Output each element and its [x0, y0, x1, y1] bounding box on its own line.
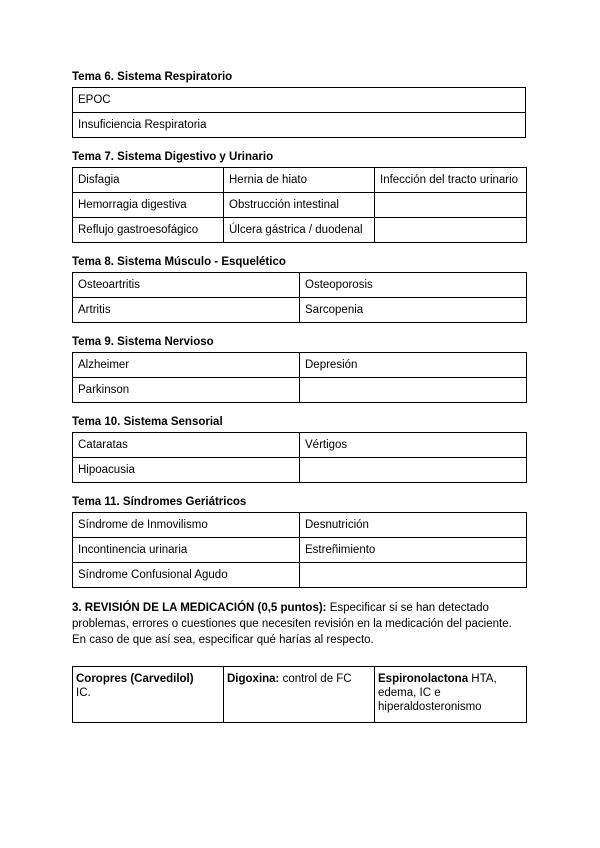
table-cell [375, 193, 527, 218]
table-cell: Hernia de hiato [224, 168, 375, 193]
table-tema7 [72, 167, 527, 243]
table-cell: EPOC [73, 88, 526, 113]
table-cell: Disfagia [73, 168, 224, 193]
table-row [73, 538, 527, 563]
document-page [72, 70, 528, 735]
med-note: control de FC [279, 673, 352, 685]
table-cell: Parkinson [73, 378, 300, 403]
table-tema11 [72, 512, 527, 588]
table-cell: Incontinencia urinaria [73, 538, 300, 563]
section-title-tema9: Tema 9. Sistema Nervioso [72, 336, 214, 348]
section-title-tema8: Tema 8. Sistema Músculo - Esquelético [72, 256, 286, 268]
table-cell: Artritis [73, 298, 300, 323]
table-cell: Obstrucción intestinal [224, 193, 375, 218]
table-cell: Alzheimer [73, 353, 300, 378]
table-tema9 [72, 352, 527, 403]
med-note: IC. [76, 687, 91, 699]
table-cell: Desnutrición [300, 513, 527, 538]
table-cell: Cataratas [73, 433, 300, 458]
table-cell: Hemorragia digestiva [73, 193, 224, 218]
table-cell: Vértigos [300, 433, 527, 458]
med-name: Digoxina: [227, 673, 280, 685]
section-title-tema7: Tema 7. Sistema Digestivo y Urinario [72, 151, 274, 163]
table-cell [300, 458, 527, 483]
revision-heading: 3. REVISIÓN DE LA MEDICACIÓN (0,5 puntos): [72, 602, 327, 614]
section-title-tema11: Tema 11. Síndromes Geriátricos [72, 496, 247, 508]
table-row [73, 458, 527, 483]
table-cell: Sarcopenia [300, 298, 527, 323]
table-row [73, 513, 527, 538]
revision-paragraph [72, 600, 528, 648]
table-cell: Infección del tracto urinario [375, 168, 527, 193]
table-tema8 [72, 272, 527, 323]
table-cell [375, 667, 527, 723]
table-row [73, 273, 527, 298]
table-cell: Úlcera gástrica / duodenal [224, 218, 375, 243]
table-row [73, 378, 527, 403]
table-medicacion [72, 666, 527, 723]
table-cell [224, 667, 375, 723]
table-row [73, 298, 527, 323]
table-tema6 [72, 87, 526, 138]
table-row [73, 433, 527, 458]
table-cell: Reflujo gastroesofágico [73, 218, 224, 243]
med-note: HTA, edema, IC e hiperaldosteronismo [378, 673, 497, 713]
table-cell [300, 563, 527, 588]
table-cell: Insuficiencia Respiratoria [73, 113, 526, 138]
table-cell: Osteoartritis [73, 273, 300, 298]
table-row [73, 353, 527, 378]
table-cell: Osteoporosis [300, 273, 527, 298]
revision-text: Especificar si se han detectado problemas, errores o cuestiones que necesiten revisión en la medicación del paciente. En caso de que así sea, especificar qué harías al respecto. [72, 602, 512, 646]
table-row [73, 113, 526, 138]
table-cell [300, 378, 527, 403]
table-row [73, 218, 527, 243]
table-tema10 [72, 432, 527, 483]
table-row [73, 193, 527, 218]
med-name: Espironolactona [378, 673, 469, 685]
table-cell: Síndrome Confusional Agudo [73, 563, 300, 588]
table-row [73, 168, 527, 193]
table-cell [73, 667, 224, 723]
table-cell: Síndrome de Inmovilismo [73, 513, 300, 538]
table-row [73, 88, 526, 113]
section-title-tema6: Tema 6. Sistema Respiratorio [72, 71, 233, 83]
table-row [73, 563, 527, 588]
med-name: Coropres (Carvedilol) [76, 673, 194, 685]
table-cell: Depresión [300, 353, 527, 378]
section-title-tema10: Tema 10. Sistema Sensorial [72, 416, 223, 428]
table-row [73, 667, 527, 723]
table-cell: Estreñimiento [300, 538, 527, 563]
table-cell [375, 218, 527, 243]
table-cell: Hipoacusia [73, 458, 300, 483]
